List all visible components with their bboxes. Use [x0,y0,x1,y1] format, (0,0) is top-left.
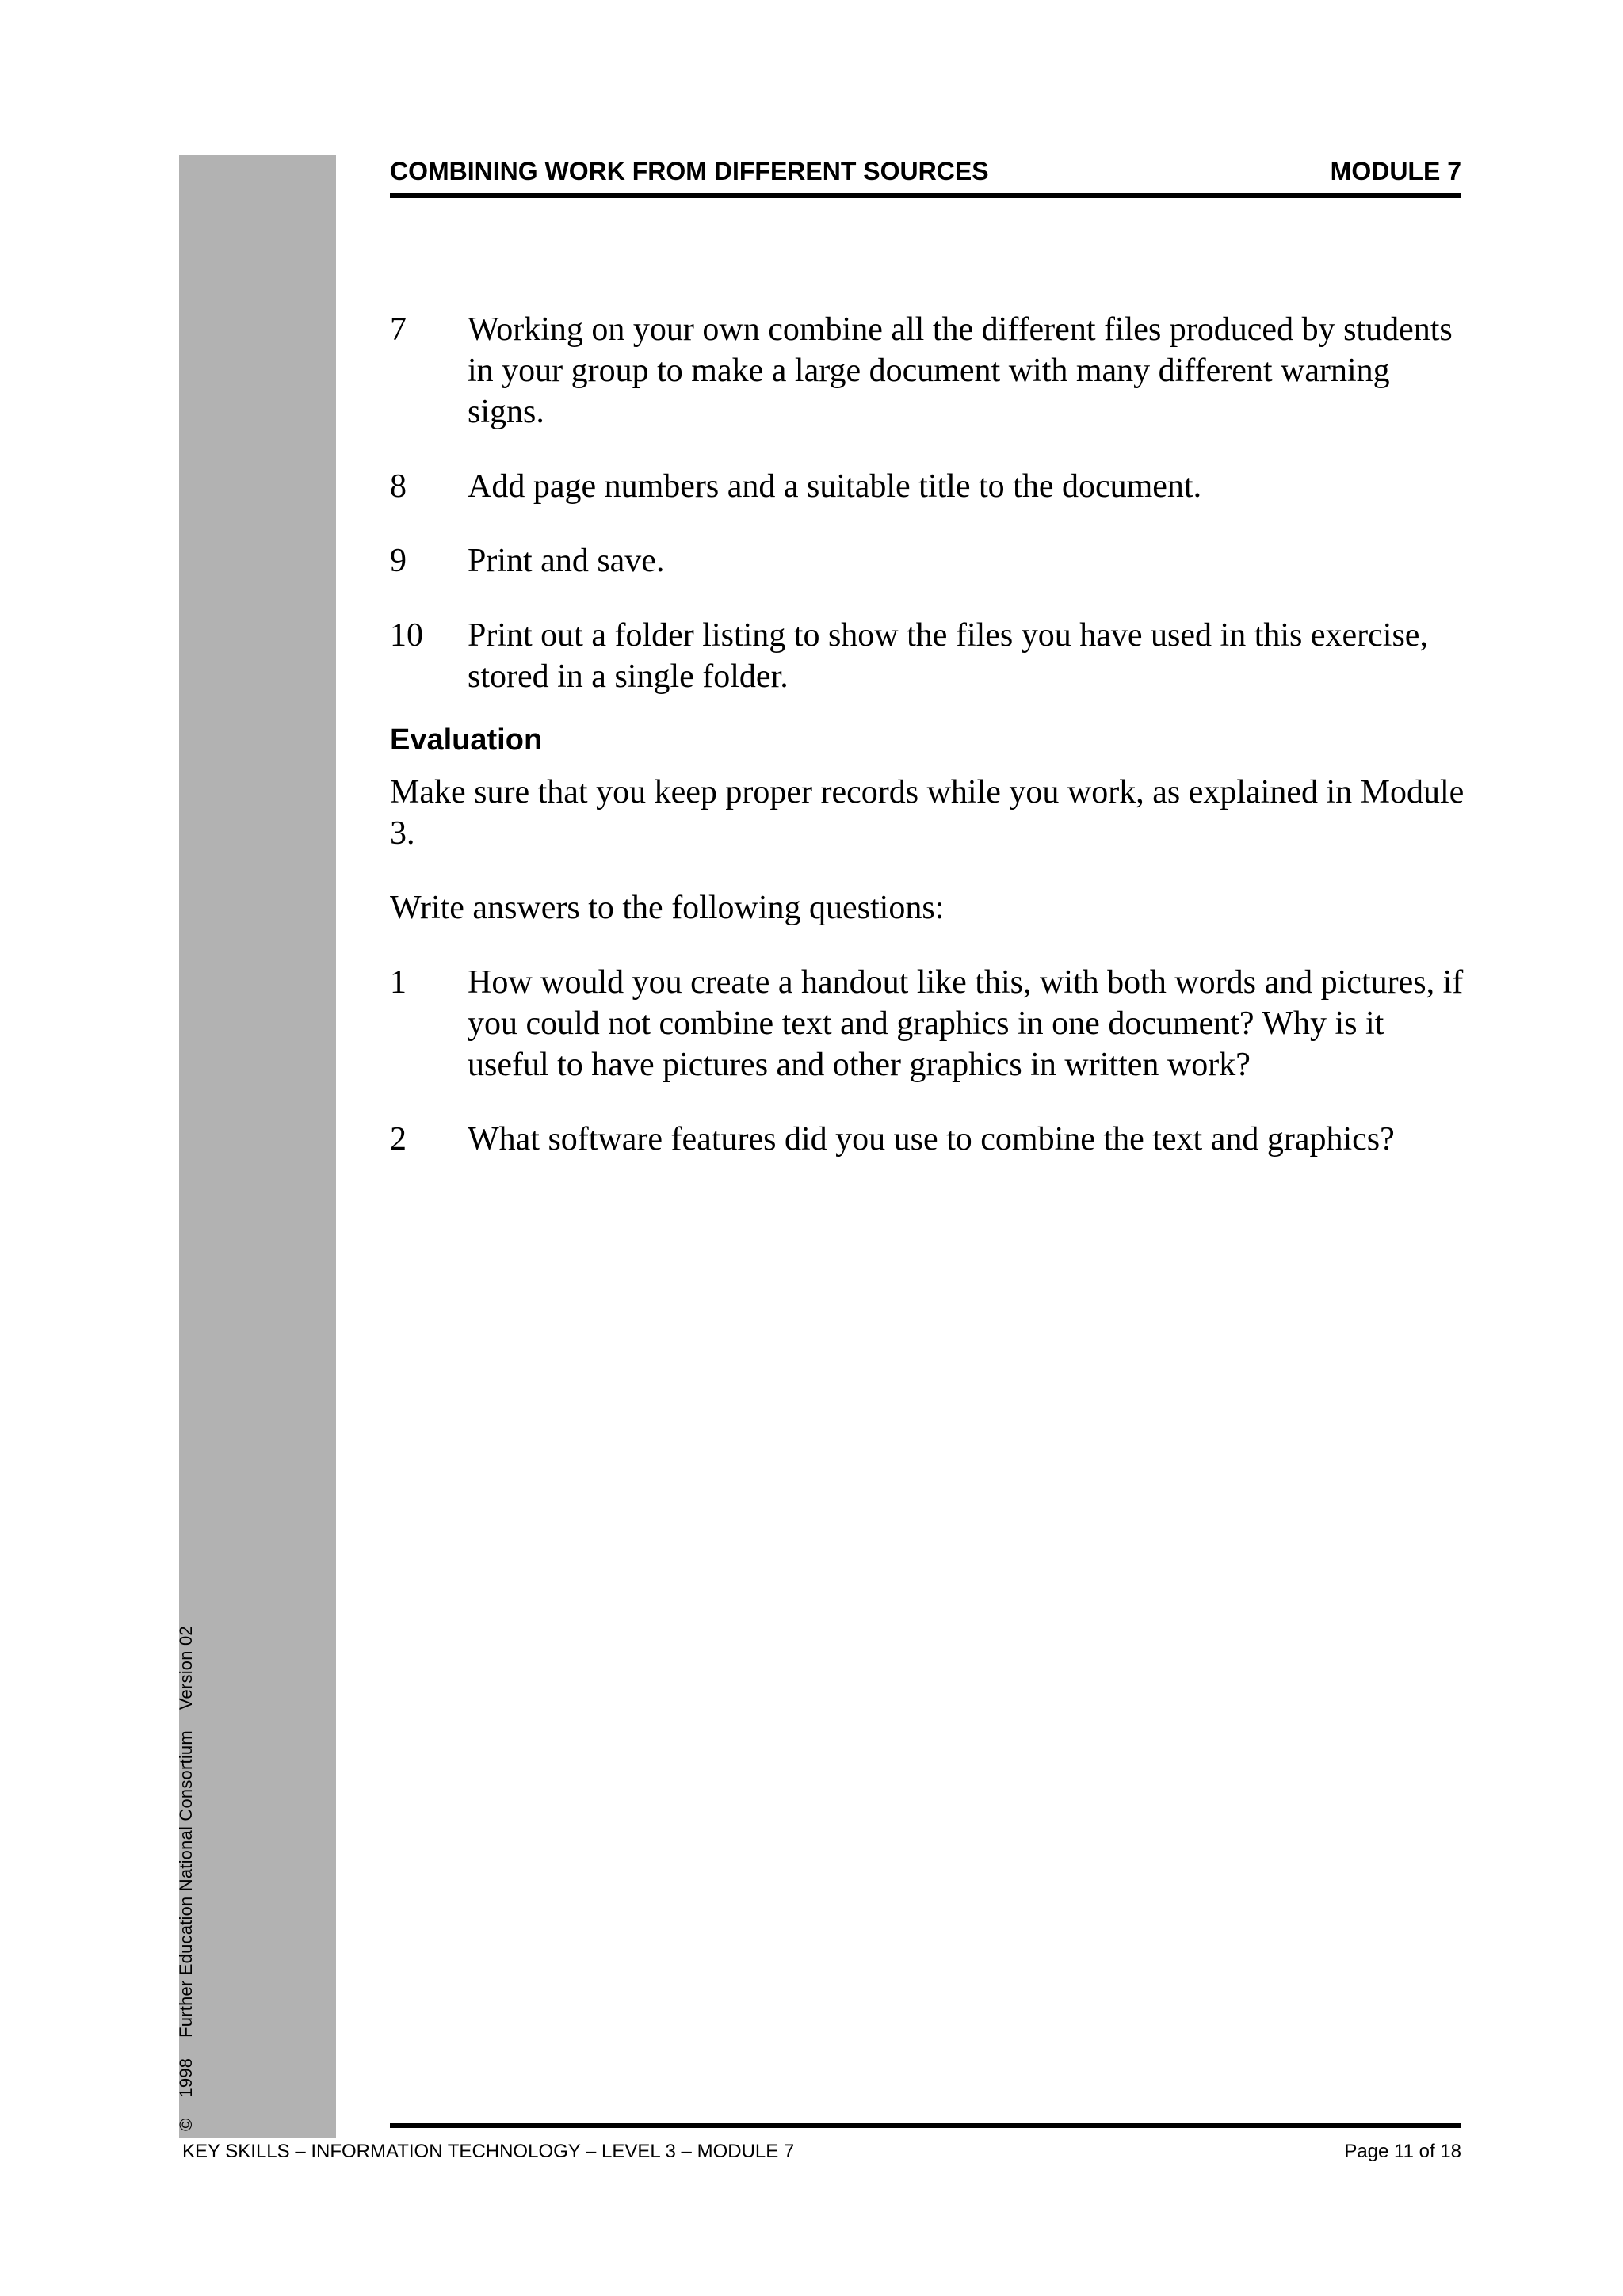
step-text: Print out a folder listing to show the files you have used in this exercise, stored in a single folder. [468,617,1428,695]
side-copyright [176,1626,197,2131]
copyright-year: 1998 [176,2058,196,2098]
copyright-symbol: © [176,2118,196,2131]
copyright-version: Version 02 [176,1626,196,1711]
side-margin-bar [179,155,336,2138]
footer-rule [390,2123,1461,2128]
step-item [390,309,1468,433]
question-item [390,962,1468,1085]
footer-course: KEY SKILLS – INFORMATION TECHNOLOGY – LEVEL 3 – MODULE 7 [182,2141,795,2162]
evaluation-paragraph: Write answers to the following questions: [390,890,945,926]
footer-page-number: Page 11 of 18 [1344,2141,1461,2162]
step-number: 8 [390,468,407,505]
step-item [390,540,1468,582]
page-header [390,155,1461,198]
step-item [390,466,1468,507]
step-number: 7 [390,311,407,348]
evaluation-paragraph: Make sure that you keep proper records while you work, as explained in Module 3. [390,774,1465,852]
step-text: Add page numbers and a suitable title to the document. [468,468,1202,505]
step-number: 10 [390,617,423,654]
question-text: How would you create a handout like this, with both words and pictures, if you could not combine text and graphics in one document? Why is it useful to have pictures and other graphics in written work? [468,964,1464,1083]
page-footer [179,2138,1461,2166]
question-number: 2 [390,1121,407,1158]
header-module: MODULE 7 [1330,157,1461,185]
evaluation-heading: Evaluation [390,723,543,757]
question-text: What software features did you use to combine the text and graphics? [468,1121,1395,1158]
step-item [390,615,1468,697]
page-content [390,309,1468,1193]
question-item [390,1119,1468,1160]
step-text: Working on your own combine all the different files produced by students in your group to make a large document with many different warning signs. [468,311,1453,430]
step-number: 9 [390,543,407,579]
question-number: 1 [390,964,407,1001]
copyright-org: Further Education National Consortium [176,1730,196,2038]
step-text: Print and save. [468,543,665,579]
header-title: COMBINING WORK FROM DIFFERENT SOURCES [390,157,989,185]
